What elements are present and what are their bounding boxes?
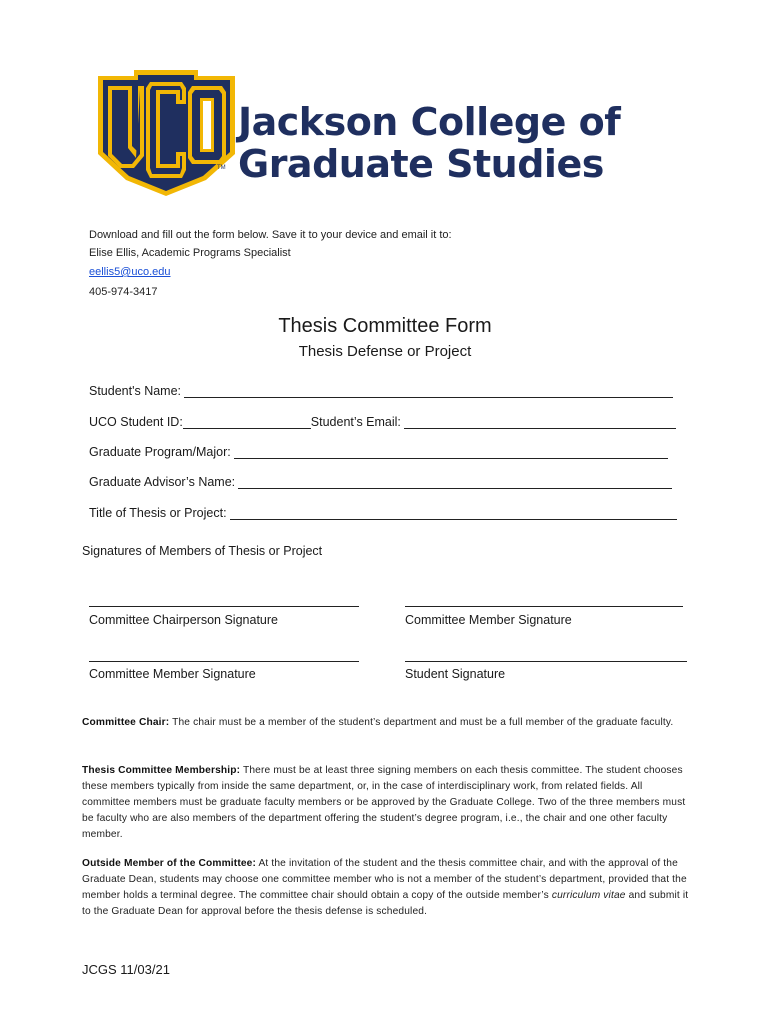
program-input[interactable]: [234, 444, 668, 459]
program-field: [89, 441, 668, 459]
chair-signature-line[interactable]: [89, 606, 359, 607]
membership-note: [82, 763, 692, 843]
student-id-row: [89, 411, 676, 429]
intro-instructions: Download and fill out the form below. Save it to your device and email it to:: [89, 229, 452, 241]
member1-signature-line[interactable]: [405, 606, 683, 607]
college-name-line2: Graduate Studies: [238, 142, 604, 186]
uco-shield-icon: [94, 68, 239, 198]
member1-signature-label: Committee Member Signature: [405, 613, 572, 627]
member2-signature-line[interactable]: [89, 661, 359, 662]
outside-member-note: [82, 856, 692, 920]
student-id-input[interactable]: [183, 414, 311, 429]
committee-chair-note: [82, 715, 692, 731]
intro-contact-name: Elise Ellis, Academic Programs Specialist: [89, 247, 291, 259]
chair-signature-label: Committee Chairperson Signature: [89, 613, 278, 627]
form-code-footer: JCGS 11/03/21: [82, 962, 170, 977]
student-email-label: Student’s Email:: [310, 415, 401, 429]
college-name-line1: Jackson College of: [238, 100, 621, 144]
student-signature-line[interactable]: [405, 661, 687, 662]
logo-trademark: TM: [217, 165, 226, 171]
student-name-field: [89, 380, 673, 398]
form-title: Thesis Committee Form: [278, 315, 492, 337]
thesis-title-field: [89, 502, 677, 520]
thesis-title-input[interactable]: [230, 505, 677, 520]
student-name-label: Student's Name:: [89, 384, 182, 398]
advisor-input[interactable]: [238, 474, 672, 489]
membership-label: Thesis Committee Membership:: [82, 765, 241, 776]
intro-email-wrapper: [89, 265, 171, 279]
program-label: Graduate Program/Major:: [89, 445, 231, 459]
contact-email-link[interactable]: eellis5@uco.edu: [89, 266, 171, 278]
advisor-field: [89, 471, 672, 489]
student-signature-label: Student Signature: [405, 667, 506, 681]
form-subtitle: Thesis Defense or Project: [298, 343, 472, 360]
curriculum-vitae-term: curriculum vitae: [551, 890, 626, 901]
signatures-heading: Signatures of Members of Thesis or Project: [82, 544, 323, 558]
thesis-title-label: Title of Thesis or Project:: [89, 506, 227, 520]
outside-member-text-2: and submit it to the Graduate Dean for approval before the thesis defense is scheduled.: [82, 890, 689, 917]
student-email-input[interactable]: [404, 414, 676, 429]
outside-member-text-1: At the invitation of the student and the thesis committee chair, and with the approval of the Graduate Dean, students may choose one committee member who is not a member of the student’s department, provided that the member holds a terminal degree. The committee chair should obtain a copy of the outside member’s: [82, 858, 687, 901]
intro-phone: 405-974-3417: [89, 286, 158, 298]
member2-signature-label: Committee Member Signature: [89, 667, 256, 681]
student-id-label: UCO Student ID:: [89, 415, 183, 429]
student-name-input[interactable]: [184, 383, 673, 398]
advisor-label: Graduate Advisor’s Name:: [89, 475, 236, 489]
committee-chair-label: Committee Chair:: [82, 717, 170, 728]
outside-member-label: Outside Member of the Committee:: [82, 858, 257, 869]
committee-chair-text: The chair must be a member of the student’s department and must be a full member of the graduate faculty.: [172, 717, 674, 728]
membership-text: There must be at least three signing members on each thesis committee. The student chooses these members typically from inside the same department, or, in the case of interdisciplinary work, from related fields. All committee members must be graduate faculty members or be approved by the Graduate College. Two of the three members must be faculty who are also members of the department offering the student’s degree program, i.e., the chair and one other faculty member.: [82, 765, 686, 840]
